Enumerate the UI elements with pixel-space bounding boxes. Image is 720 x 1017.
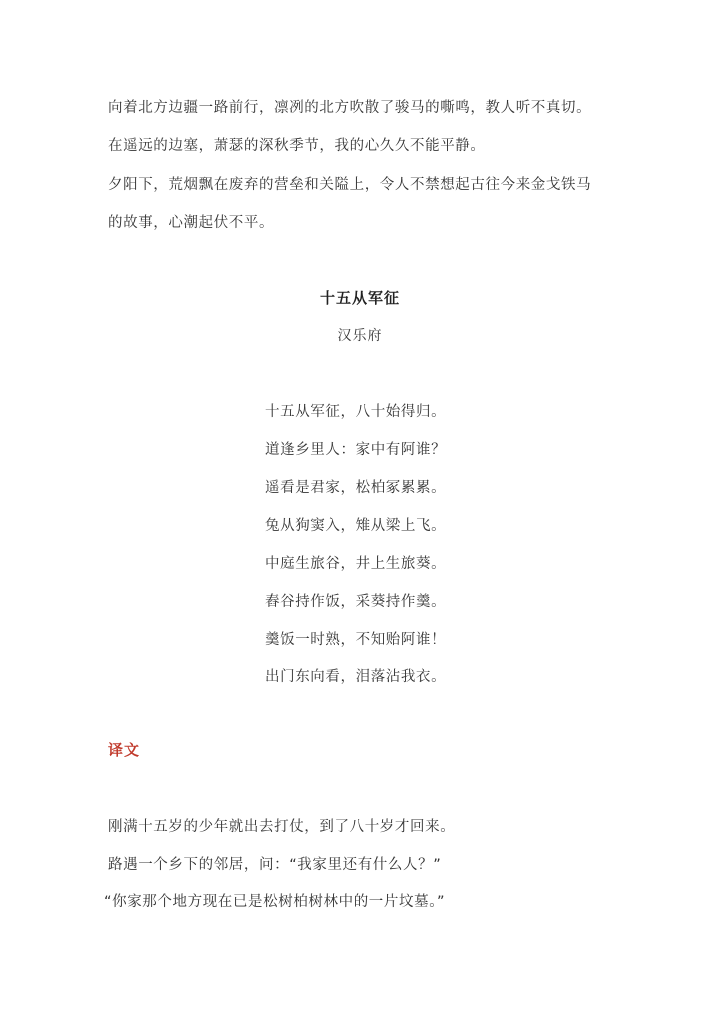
poem-line: 十五从军征，八十始得归。 [265, 404, 447, 420]
poem-line: 遥看是君家，松柏冢累累。 [265, 480, 447, 496]
poem-line: 羹饭一时熟，不知贻阿谁！ [265, 632, 447, 648]
translation-heading: 译文 [108, 741, 141, 759]
poem-line: 中庭生旅谷，井上生旅葵。 [265, 556, 447, 572]
poem-line: 舂谷持作饭，采葵持作羹。 [265, 594, 447, 610]
intro-line: 的故事，心潮起伏不平。 [108, 215, 275, 231]
poem-title: 十五从军征 [319, 289, 400, 307]
poem-author: 汉乐府 [337, 328, 383, 344]
translation-line: “你家那个地方现在已是松树柏树林中的一片坟墓。” [104, 894, 446, 910]
translation-line: 路遇一个乡下的邻居，问：“我家里还有什么人？” [108, 857, 442, 873]
poem-line: 出门东向看，泪落沾我衣。 [265, 669, 447, 685]
poem-line: 道逢乡里人：家中有阿谁？ [265, 442, 447, 458]
intro-line: 夕阳下，荒烟飘在废弃的营垒和关隘上，令人不禁想起古往今来金戈铁马 [108, 177, 592, 193]
poem-line: 兔从狗窦入，雉从梁上飞。 [265, 518, 447, 534]
intro-line: 向着北方边疆一路前行，凛冽的北方吹散了骏马的嘶鸣，教人听不真切。 [108, 100, 592, 116]
translation-line: 刚满十五岁的少年就出去打仗，到了八十岁才回来。 [108, 819, 456, 835]
intro-line: 在遥远的边塞，萧瑟的深秋季节，我的心久久不能平静。 [108, 138, 486, 154]
